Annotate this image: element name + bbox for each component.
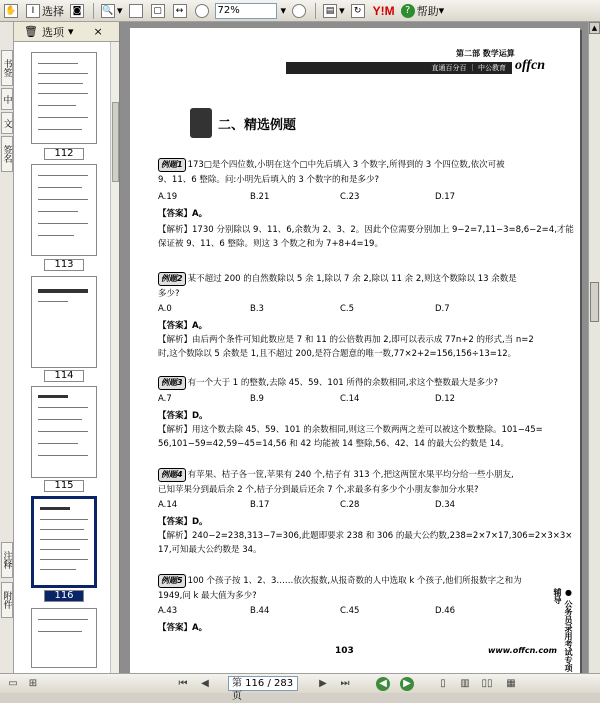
option: B.21 [250, 192, 270, 202]
tab-label: 文 [1, 118, 12, 128]
option: A.14 [158, 500, 178, 510]
section-title [190, 108, 296, 138]
thumbnail-header [14, 22, 119, 42]
continuous-facing-icon[interactable]: ▦ [506, 678, 516, 689]
question-text: 1949,问 k 最大值为多少? [158, 591, 257, 601]
page-size-icon[interactable]: ⊞ [28, 678, 38, 689]
option: A.7 [158, 394, 172, 404]
ym-button[interactable] [371, 2, 397, 20]
panel-toggle-icon[interactable]: ▭ [8, 678, 18, 689]
explanation: 保证被 9、11、6 整除。则这 3 个数之和为 7+8+4=19。 [158, 239, 383, 249]
layout-icon: ▤ [323, 4, 337, 18]
explanation: 【解析】240−2=238,313−7=306,此题即要求 238 和 306 的最大公约数,238=2×7×17,306=2×3×3× [158, 531, 573, 541]
toolbar [0, 0, 600, 22]
rotate-icon: ↻ [351, 4, 365, 18]
help-icon: ? [401, 4, 415, 18]
fit-page-button[interactable] [149, 2, 169, 20]
document-scrollbar[interactable] [588, 22, 600, 673]
page-header-chapter: 第二部 数学运算 [456, 49, 515, 58]
offcn-logo: offcn [515, 58, 546, 73]
footer-url: www.offcn.com [488, 646, 557, 655]
answer: 【答案】A。 [158, 209, 208, 219]
tab-bookmarks[interactable] [1, 50, 13, 86]
tab-attachments[interactable] [1, 582, 13, 618]
section-icon [190, 108, 212, 138]
answer: 【答案】A。 [158, 321, 208, 331]
option: B.44 [250, 606, 270, 616]
side-caption: ● 公务员录用考试专项辅导 [553, 588, 573, 672]
example-tag: 例题3 [158, 376, 186, 390]
hand-icon: ✋ [5, 5, 17, 16]
prev-page-icon[interactable]: ◀ [201, 678, 209, 689]
back-icon[interactable]: ◀ [376, 677, 390, 691]
question-text: 已知苹果分到最后余 2 个,桔子分到最后还余 7 个,求最多有多少个小朋友参加分水果? [158, 485, 479, 495]
option: D.7 [435, 304, 450, 314]
help-button[interactable]: ? 帮助 ▾ [399, 2, 447, 20]
option: C.14 [340, 394, 360, 404]
option: A.0 [158, 304, 172, 314]
cursor-icon: I [26, 4, 40, 18]
question-text: 100 个孩子按 1、2、3……依次报数,从报奇数的人中选取 k 个孩子,他们所报数字之和为 [187, 576, 522, 586]
fit-width-icon: ↔ [173, 4, 187, 18]
option: B.17 [250, 500, 270, 510]
tab-label: 注释 [1, 551, 12, 569]
explanation: 时,这个数除以 5 余数是 1,且不超过 200,是符合题意的唯一数,77×2+2=156,156÷13=12。 [158, 349, 517, 359]
separator [93, 3, 94, 19]
forward-icon[interactable]: ▶ [400, 677, 414, 691]
thumbnail-page-selected[interactable] [31, 496, 97, 588]
option: A.19 [158, 192, 178, 202]
option: D.12 [435, 394, 456, 404]
thumbnail-page[interactable] [31, 608, 97, 668]
answer: 【答案】A。 [158, 623, 208, 633]
fit-width-button[interactable] [171, 2, 191, 20]
thumbnail-page[interactable] [31, 164, 97, 256]
scrollbar-thumb[interactable] [590, 282, 599, 322]
option: C.5 [340, 304, 355, 314]
status-bar [0, 673, 600, 702]
tab-label: 签名 [1, 145, 12, 163]
option: A.43 [158, 606, 178, 616]
thumbnail-panel [14, 22, 120, 673]
example-tag: 例题5 [158, 574, 186, 588]
question-text: 有苹果、桔子各一筐,苹果有 240 个,桔子有 313 个,把这两筐水果平均分给一些小朋友, [187, 470, 514, 480]
zoom-out-button[interactable] [193, 2, 213, 20]
chevron-down-icon[interactable]: ▾ [67, 25, 74, 38]
answer: 【答案】D。 [158, 411, 208, 421]
question-text: 有一个大于 1 的整数,去除 45、59、101 所得的余数相同,求这个整数最大是多少? [187, 378, 499, 388]
rotate-button[interactable] [349, 2, 369, 20]
example-tag: 例题2 [158, 272, 186, 286]
first-page-icon[interactable]: ⏮ [178, 678, 188, 689]
option: C.23 [340, 192, 360, 202]
single-page-icon[interactable]: ▯ [440, 678, 446, 689]
tab-comments[interactable] [1, 542, 13, 578]
tab-label: 中 [1, 94, 12, 104]
thumbnail-label-selected: 116 [44, 590, 84, 602]
tab-signatures[interactable] [1, 136, 13, 172]
camera-icon: ◙ [70, 4, 84, 18]
page-number: 103 [335, 646, 354, 656]
page-icon [129, 4, 143, 18]
document-view [120, 22, 600, 673]
example-tag: 例题1 [158, 158, 186, 172]
example-5-question [158, 574, 522, 588]
question-text: 173□是个四位数,小明在这个□中先后填入 3 个数字,所得到的 3 个四位数,依次可被 [187, 160, 505, 170]
select-tool-button[interactable] [24, 2, 66, 20]
ym-logo: Y!M [372, 3, 395, 18]
explanation: 17,可知最大公约数是 34。 [158, 545, 262, 555]
zoom-in-button[interactable] [290, 2, 310, 20]
snapshot-button[interactable] [68, 2, 88, 20]
options-menu[interactable]: 选项 [41, 25, 64, 39]
separator [315, 3, 316, 19]
section-title-text: 二、精选例题 [218, 117, 297, 133]
tab-label: 书签 [1, 59, 12, 77]
page-layout-button[interactable]: ▤ ▾ [321, 2, 347, 20]
option: D.34 [435, 500, 456, 510]
thumbnail-scrollbar[interactable] [110, 42, 119, 673]
hand-tool-button[interactable] [2, 2, 22, 20]
thumbnail-label: 114 [44, 370, 84, 382]
explanation: 56,101−59=42,59−45=14,56 和 42 均能被 14 整除,56、42、14 的最大公约数是 14。 [158, 439, 510, 449]
option: B.9 [250, 394, 264, 404]
thumbnail-label: 112 [44, 148, 84, 160]
document-page [130, 28, 580, 678]
zoom-input[interactable]: 72% [215, 3, 277, 19]
page-number-input[interactable]: 第 116 / 283 页 [228, 676, 298, 691]
explanation: 【解析】用这个数去除 45、59、101 的余数相同,则这三个数两两之差可以被这个数整除。101−45= [158, 425, 543, 435]
close-icon[interactable]: × [93, 25, 103, 38]
next-page-icon[interactable]: ▶ [319, 678, 327, 689]
question-text: 9、11、6 整除。问:小明先后填入的 3 个数字的和是多少? [158, 175, 380, 185]
explanation: 【解析】由后两个条件可知此数应是 7 和 11 的公倍数再加 2,即可以表示成 77n+2 的形式,当 n=2 [158, 335, 534, 345]
minus-icon: − [195, 4, 209, 18]
zoom-dropdown[interactable]: ▾ [280, 4, 287, 17]
example-tag: 例题4 [158, 468, 186, 482]
tab-pages-cn[interactable] [1, 88, 13, 110]
example-2-question [158, 272, 517, 286]
tab-text[interactable] [1, 112, 13, 134]
scroll-up-icon[interactable]: ▲ [589, 22, 600, 34]
facing-icon[interactable]: ▯▯ [481, 678, 493, 689]
thumbnail-label: 115 [44, 480, 84, 492]
tab-label: 附件 [1, 591, 12, 609]
example-3-question [158, 376, 498, 390]
thumbnail-page[interactable] [31, 276, 97, 368]
page-header-bar: 直通百分百 ｜ 中公教育 [286, 62, 512, 74]
zoom-in-tool-button[interactable]: 🔍 ▾ [102, 4, 123, 17]
example-1-question [158, 158, 505, 172]
option: B.3 [250, 304, 264, 314]
example-4-question [158, 468, 514, 482]
option: D.46 [435, 606, 456, 616]
thumbnail-page[interactable] [31, 386, 97, 478]
help-label: 帮助 [416, 4, 439, 18]
answer: 【答案】D。 [158, 517, 208, 527]
explanation: 【解析】1730 分别除以 9、11、6,余数为 2、3、2。因此个位需要分别加上 9−2=7,11−3=8,6−2=4,才能 [158, 225, 574, 235]
thumbnail-label: 113 [44, 259, 84, 271]
side-tab-strip [0, 22, 14, 673]
scrollbar-thumb[interactable] [112, 102, 119, 182]
option: D.17 [435, 192, 456, 202]
question-text: 某不超过 200 的自然数除以 5 余 1,除以 7 余 2,除以 11 余 2,则这个数除以 13 余数是 [187, 274, 517, 284]
question-text: 多少? [158, 289, 180, 299]
option: C.28 [340, 500, 360, 510]
select-label: 选择 [42, 4, 64, 18]
last-page-icon[interactable]: ⏭ [340, 678, 350, 689]
trash-icon[interactable]: 🗑 [24, 25, 38, 38]
plus-icon: + [292, 4, 306, 18]
magnifier-icon: 🔍 [102, 5, 114, 16]
fit-page-icon: ▢ [151, 4, 165, 18]
actual-size-button[interactable] [127, 2, 147, 20]
thumbnail-page[interactable] [31, 52, 97, 144]
option: C.45 [340, 606, 360, 616]
continuous-icon[interactable]: ▥ [460, 678, 470, 689]
